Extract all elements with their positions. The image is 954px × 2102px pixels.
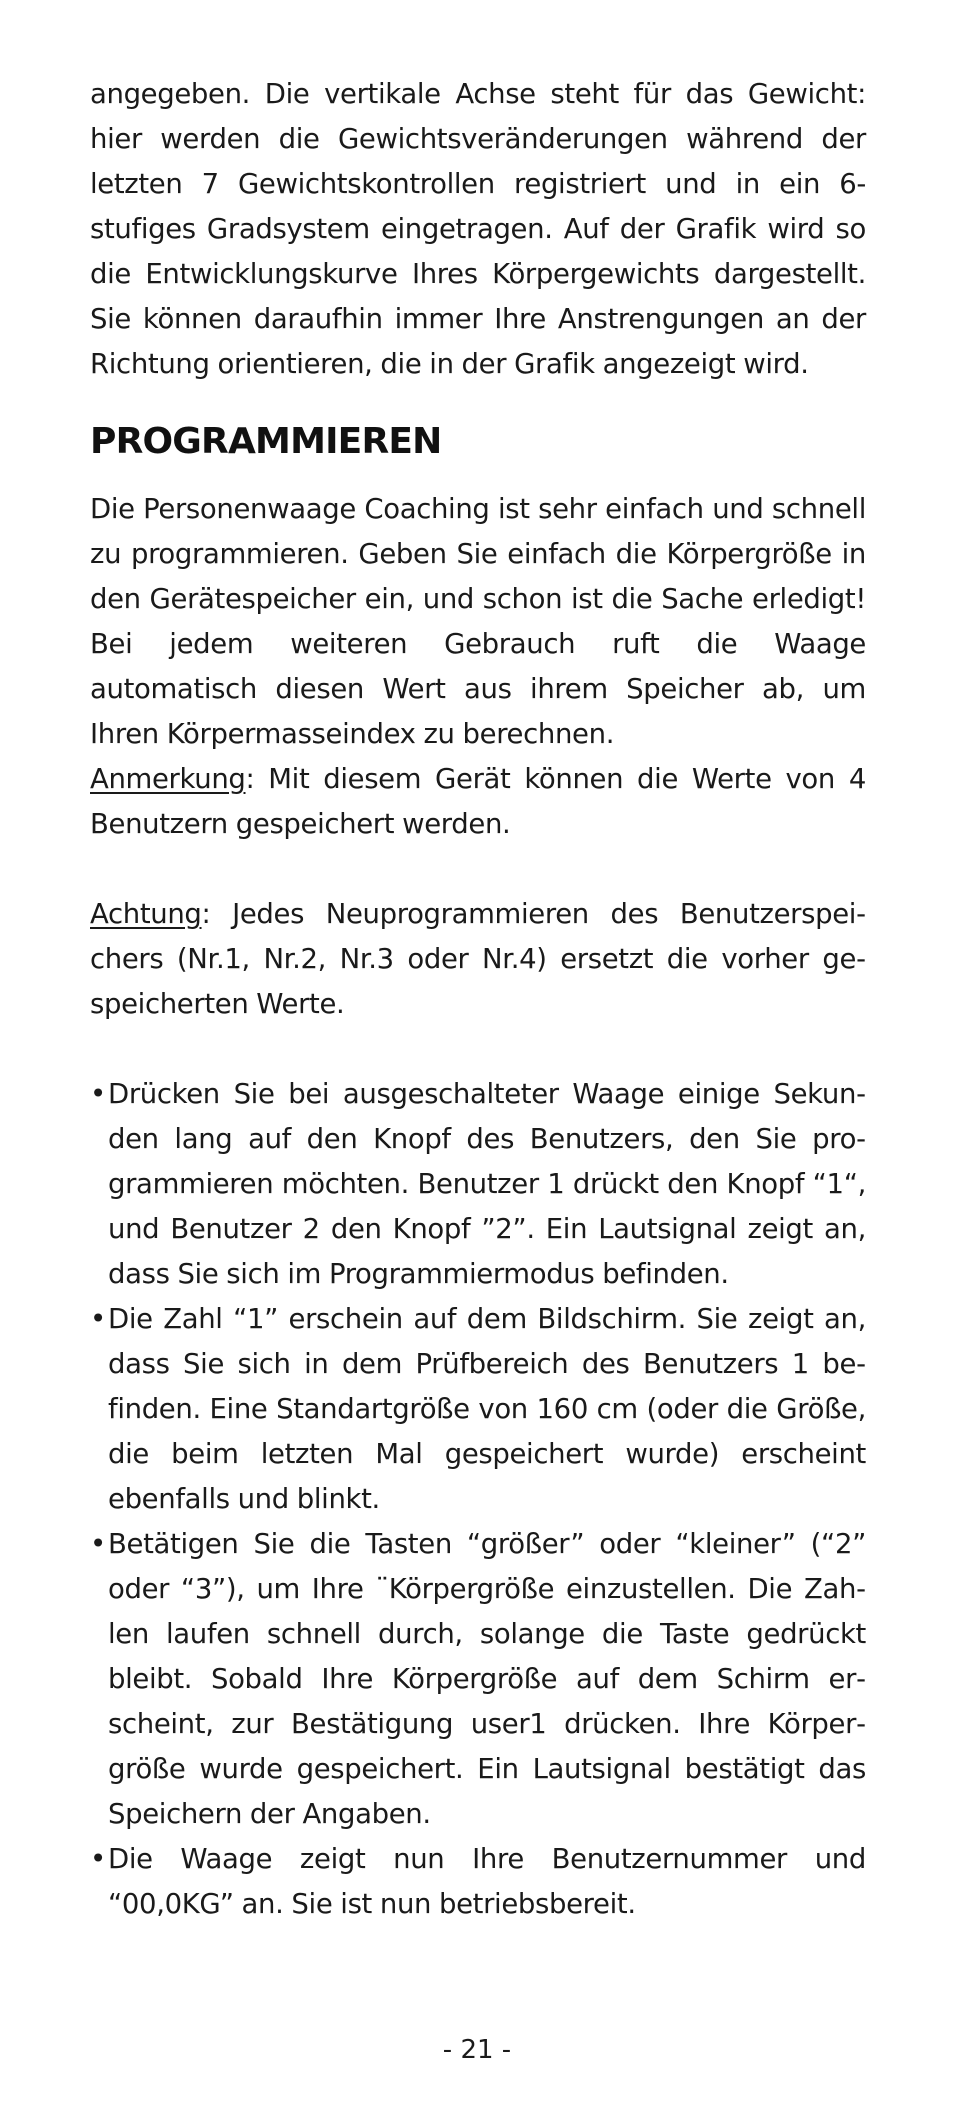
document-page bbox=[90, 72, 866, 1927]
note-label: Anmerkung bbox=[90, 763, 246, 795]
list-item bbox=[90, 1072, 866, 1297]
warning-text: : Jedes Neuprogrammieren des Benutzerspeichers (Nr.1, Nr.2, Nr.3 oder Nr.4) ersetzt die vorher gespeicherten Werte. bbox=[90, 898, 866, 1020]
section-paragraph: Die Personenwaage Coaching ist sehr einfach und schnell zu programmieren. Geben Sie einfach die Körpergröße in den Gerätespeicher ein, und schon ist die Sache erledigt! Bei jedem weiteren Gebrauch ruft die Waage automatisch diesen Wert aus ihrem Speicher ab, um Ihren Körpermasseindex zu berechnen. bbox=[90, 493, 866, 750]
list-item bbox=[90, 1837, 866, 1927]
page-number: - 21 - bbox=[442, 2035, 512, 2065]
step-text: Betätigen Sie die Tasten “größer” oder “kleiner” (“2” oder “3”), um Ihre ¨Körpergröße einzustellen. Die Zahlen laufen schnell durch, solange die Taste gedrückt bleibt. Sobald Ihre Körpergröße auf dem Schirm erscheint, zur Bestätigung user1 drücken. Ihre Körpergröße wurde gespeichert. Ein Lautsignal bestätigt das Speichern der Angaben. bbox=[108, 1528, 866, 1830]
bullet: • bbox=[90, 1843, 106, 1875]
list-item bbox=[90, 1522, 866, 1837]
paragraph-gap bbox=[90, 847, 866, 892]
warning-label: Achtung bbox=[90, 898, 202, 930]
intro-paragraph: angegeben. Die vertikale Achse steht für das Gewicht: hier werden die Gewichtsveränderungen während der letzten 7 Gewichtskontrollen registriert und in ein 6-stufiges Gradsystem eingetragen. Auf der Grafik wird so die Entwicklungskurve Ihres Körpergewichts dargestellt. Sie können daraufhin immer Ihre Anstrengungen an der Richtung orientieren, die in der Grafik angezeigt wird. bbox=[90, 78, 866, 380]
list-item bbox=[90, 1297, 866, 1522]
bullet: • bbox=[90, 1078, 106, 1110]
steps-list bbox=[90, 1072, 866, 1927]
note-paragraph bbox=[90, 757, 866, 847]
section-heading: PROGRAMMIEREN bbox=[90, 421, 442, 462]
bullet: • bbox=[90, 1528, 106, 1560]
step-text: Drücken Sie bei ausgeschalteter Waage einige Sekunden lang auf den Knopf des Benutzers, den Sie programmieren möchten. Benutzer 1 drückt den Knopf “1“, und Benutzer 2 den Knopf ”2”. Ein Lautsignal zeigt an, dass Sie sich im Programmiermodus befinden. bbox=[108, 1078, 866, 1290]
bullet: • bbox=[90, 1303, 106, 1335]
paragraph-gap bbox=[90, 1027, 866, 1072]
warning-paragraph bbox=[90, 892, 866, 1027]
note-text: : Mit diesem Gerät können die Werte von 4 Benutzern gespeichert werden. bbox=[90, 763, 866, 840]
step-text: Die Waage zeigt nun Ihre Benutzernummer und “00,0KG” an. Sie ist nun betriebsbereit. bbox=[108, 1843, 866, 1920]
step-text: Die Zahl “1” erschein auf dem Bildschirm. Sie zeigt an, dass Sie sich in dem Prüfbereich des Benutzers 1 befinden. Eine Standartgröße von 160 cm (oder die Größe, die beim letzten Mal gespeichert wurde) erscheint ebenfalls und blinkt. bbox=[108, 1303, 866, 1515]
